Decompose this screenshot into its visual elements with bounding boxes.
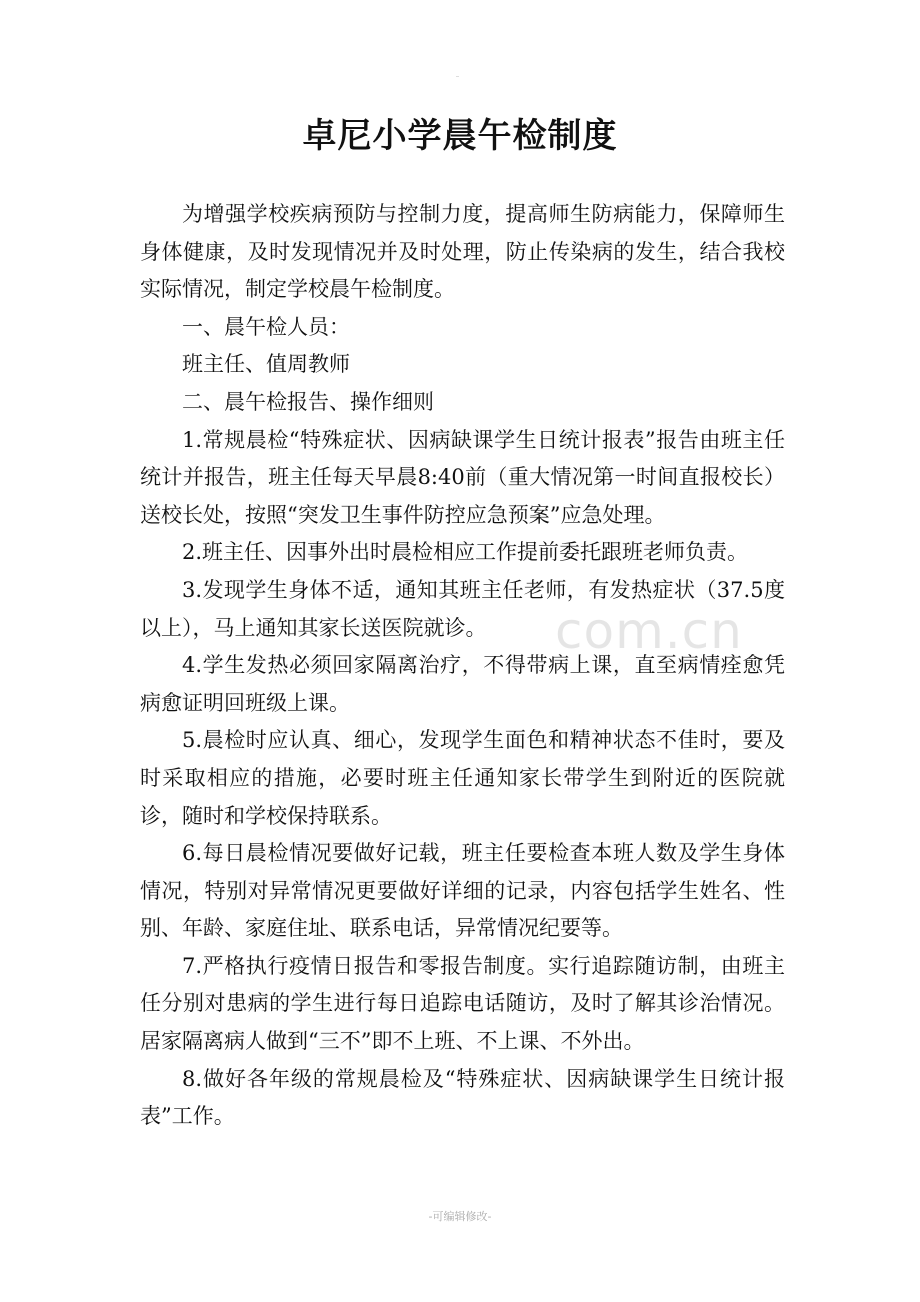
page-title: 卓尼小学晨午检制度: [302, 116, 618, 156]
footer-note: -可编辑修改-: [428, 1210, 492, 1223]
watermark: com.cn: [555, 602, 743, 660]
rule-item-5: 5.晨检时应认真、细心，发现学生面色和精神状态不佳时，要及时采取相应的措施，必要时班主任通知家长带学生到附近的医院就诊，随时和学校保持联系。: [140, 728, 785, 828]
rule-item-2: 2.班主任、因事外出时晨检相应工作提前委托跟班老师负责。: [182, 540, 749, 565]
section-heading-procedure: 二、晨午检报告、操作细则: [182, 389, 434, 414]
rule-item-7: 7.严格执行疫情日报告和零报告制度。实行追踪随访制，由班主任分别对患病的学生进行每日追踪电话随访，及时了解其诊治情况。居家隔离病人做到“三不”即不上班、不上课、不外出。: [140, 953, 785, 1054]
document-body: [140, 196, 785, 1136]
paragraph-intro: 为增强学校疾病预防与控制力度，提高师生防病能力，保障师生身体健康，及时发现情况并及时处理，防止传染病的发生，结合我校实际情况，制定学校晨午检制度。: [140, 202, 785, 302]
header-mark: [456, 76, 459, 77]
rule-item-6: 6.每日晨检情况要做好记载，班主任要检查本班人数及学生身体情况，特别对异常情况更要做好详细的记录，内容包括学生姓名、性别、年龄、家庭住址、联系电话，异常情况纪要等。: [140, 841, 785, 941]
rule-item-1: 1.常规晨检“特殊症状、因病缺课学生日统计报表”报告由班主任统计并报告，班主任每天早晨8:40前（重大情况第一时间直报校长）送校长处，按照“突发卫生事件防控应急预案”应急处理。: [140, 427, 785, 527]
rule-item-3: 3.发现学生身体不适，通知其班主任老师，有发热症状（37.5度以上），马上通知其家长送医院就诊。: [140, 577, 785, 640]
section-heading-personnel: 一、晨午检人员：: [182, 314, 350, 339]
rule-item-4: 4.学生发热必须回家隔离治疗，不得带病上课，直至病情痊愈凭病愈证明回班级上课。: [140, 653, 785, 715]
rule-item-8: 8.做好各年级的常规晨检及“特殊症状、因病缺课学生日统计报表”工作。: [140, 1066, 785, 1129]
paragraph-personnel: 班主任、值周教师: [182, 352, 350, 377]
